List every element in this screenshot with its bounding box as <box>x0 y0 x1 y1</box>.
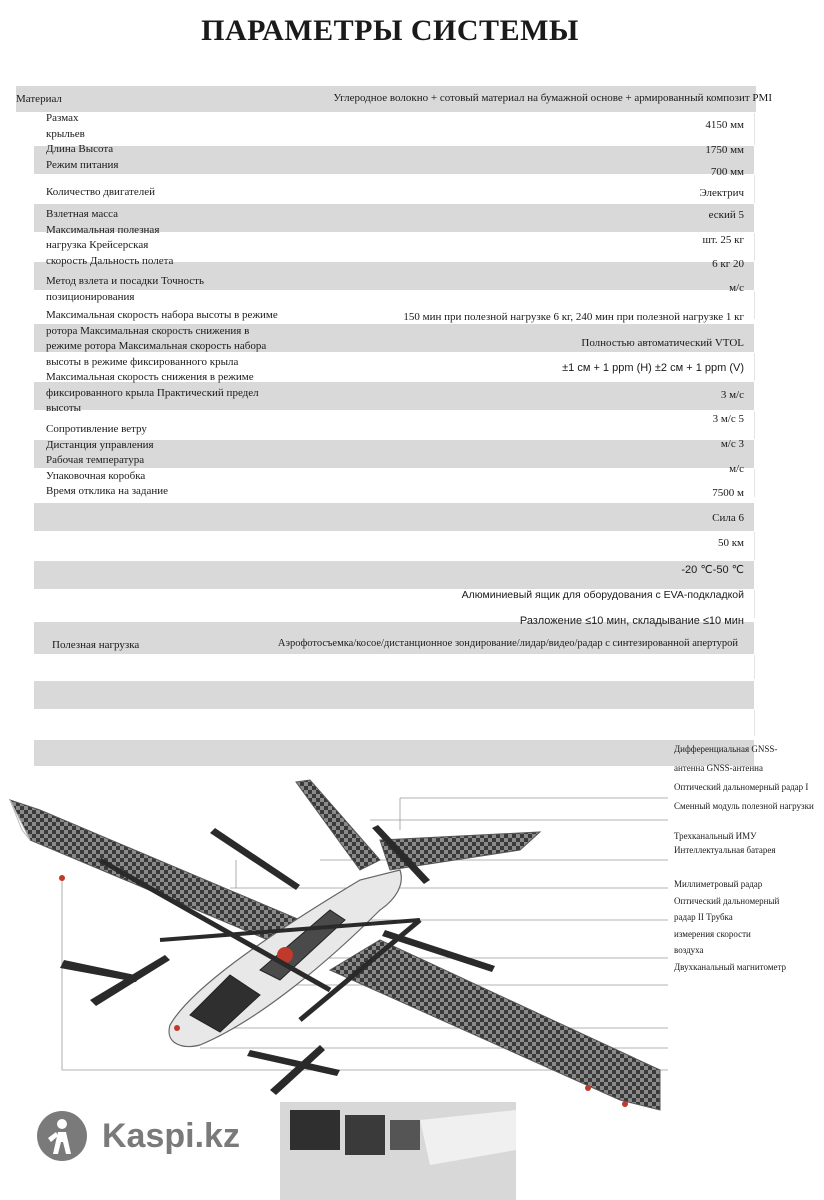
spec-labels: Количество двигателей <box>46 186 156 198</box>
spec-value: Электрич <box>699 187 744 199</box>
spec-value: м/с 3 <box>720 438 744 450</box>
spec-value: 1750 мм <box>705 144 744 156</box>
table-band <box>34 532 755 560</box>
watermark-text: Kaspi.kz <box>102 1116 240 1155</box>
table-band <box>34 561 754 589</box>
spec-value: 700 мм <box>710 166 744 178</box>
spec-labels: Метод взлета и посадки Точность позиционирования <box>46 275 204 303</box>
left-wing <box>10 800 300 945</box>
spec-value: м/с <box>729 463 744 475</box>
spec-value: 4150 мм <box>705 119 744 131</box>
spec-value: шт. 25 кг <box>702 234 744 246</box>
tail-fin-right <box>380 832 540 870</box>
table-band <box>34 503 754 531</box>
spec-value: ±1 см + 1 ppm (H) ±2 см + 1 ppm (V) <box>562 362 744 374</box>
spec-value: 7500 м <box>712 487 744 499</box>
spec-value: Сила 6 <box>712 512 744 524</box>
kaspi-logo-icon <box>36 1110 88 1162</box>
spec-labels: Взлетная масса Максимальная полезная нагрузка Крейсерская скорость Дальность полета <box>46 208 174 267</box>
spec-labels: Размах крыльев Длина Высота Режим питания <box>46 112 119 171</box>
spec-labels: Максимальная скорость набора высоты в режиме ротора Максимальная скорость снижения в режиме ротора Максимальная скорость набора высоты в режиме фиксированного крыла Максимальная скорость снижения в режиме фиксированного крыла Практический предел высоты <box>46 309 278 414</box>
spec-labels: Сопротивление ветру Дистанция управления Рабочая температура Упаковочная коробка Время отклика на задание <box>46 423 169 497</box>
spec-value: -20 ℃-50 ℃ <box>681 564 744 576</box>
page-title: ПАРАМЕТРЫ СИСТЕМЫ <box>201 14 579 47</box>
spec-value: 3 м/с 5 <box>712 413 744 425</box>
table-band <box>34 113 755 145</box>
material-label: Материал <box>16 93 62 105</box>
material-value: Углеродное волокно + сотовый материал на бумажной основе + армированный композит PMI <box>333 92 772 104</box>
spec-value: еский 5 <box>708 209 744 221</box>
spec-value: м/с <box>729 282 744 294</box>
right-wing <box>330 940 660 1110</box>
spec-value: 50 км <box>717 537 744 549</box>
spec-value: 6 кг 20 <box>712 258 744 270</box>
spec-value: Алюминиевый ящик для оборудования с EVA-подкладкой <box>461 589 744 601</box>
table-band <box>34 710 755 736</box>
spec-value: 150 мин при полезной нагрузке 6 кг, 240 мин при полезной нагрузке 1 кг <box>403 311 744 323</box>
table-band <box>34 681 754 709</box>
spec-value: Полностью автоматический VTOL <box>581 337 744 349</box>
callout-group-1: Дифференциальная GNSS- антенна GNSS-антенна Оптический дальномерный радар I Сменный модуль полезной нагрузки <box>674 744 814 811</box>
table-band <box>34 146 754 174</box>
callout-lines <box>62 798 668 1070</box>
tail-fin-upper <box>296 780 380 870</box>
spec-value: 3 м/с <box>720 389 744 401</box>
spec-value: Разложение ≤10 мин, складывание ≤10 мин <box>519 615 744 627</box>
watermark <box>36 1110 240 1162</box>
table-band <box>34 740 754 766</box>
payload-label: Полезная нагрузка <box>52 639 140 651</box>
callout-group-3: Миллиметровый радар Оптический дальномерный радар II Трубка измерения скорости воздуха Двухканальный магнитометр <box>674 879 787 972</box>
callout-group-2: Трехканальный ИМУ Интеллектуальная батарея <box>674 831 776 855</box>
payload-value: Аэрофотосъемка/косое/дистанционное зондирование/лидар/видео/радар с синтезированной апертурой <box>277 638 738 649</box>
table-band <box>34 655 755 679</box>
